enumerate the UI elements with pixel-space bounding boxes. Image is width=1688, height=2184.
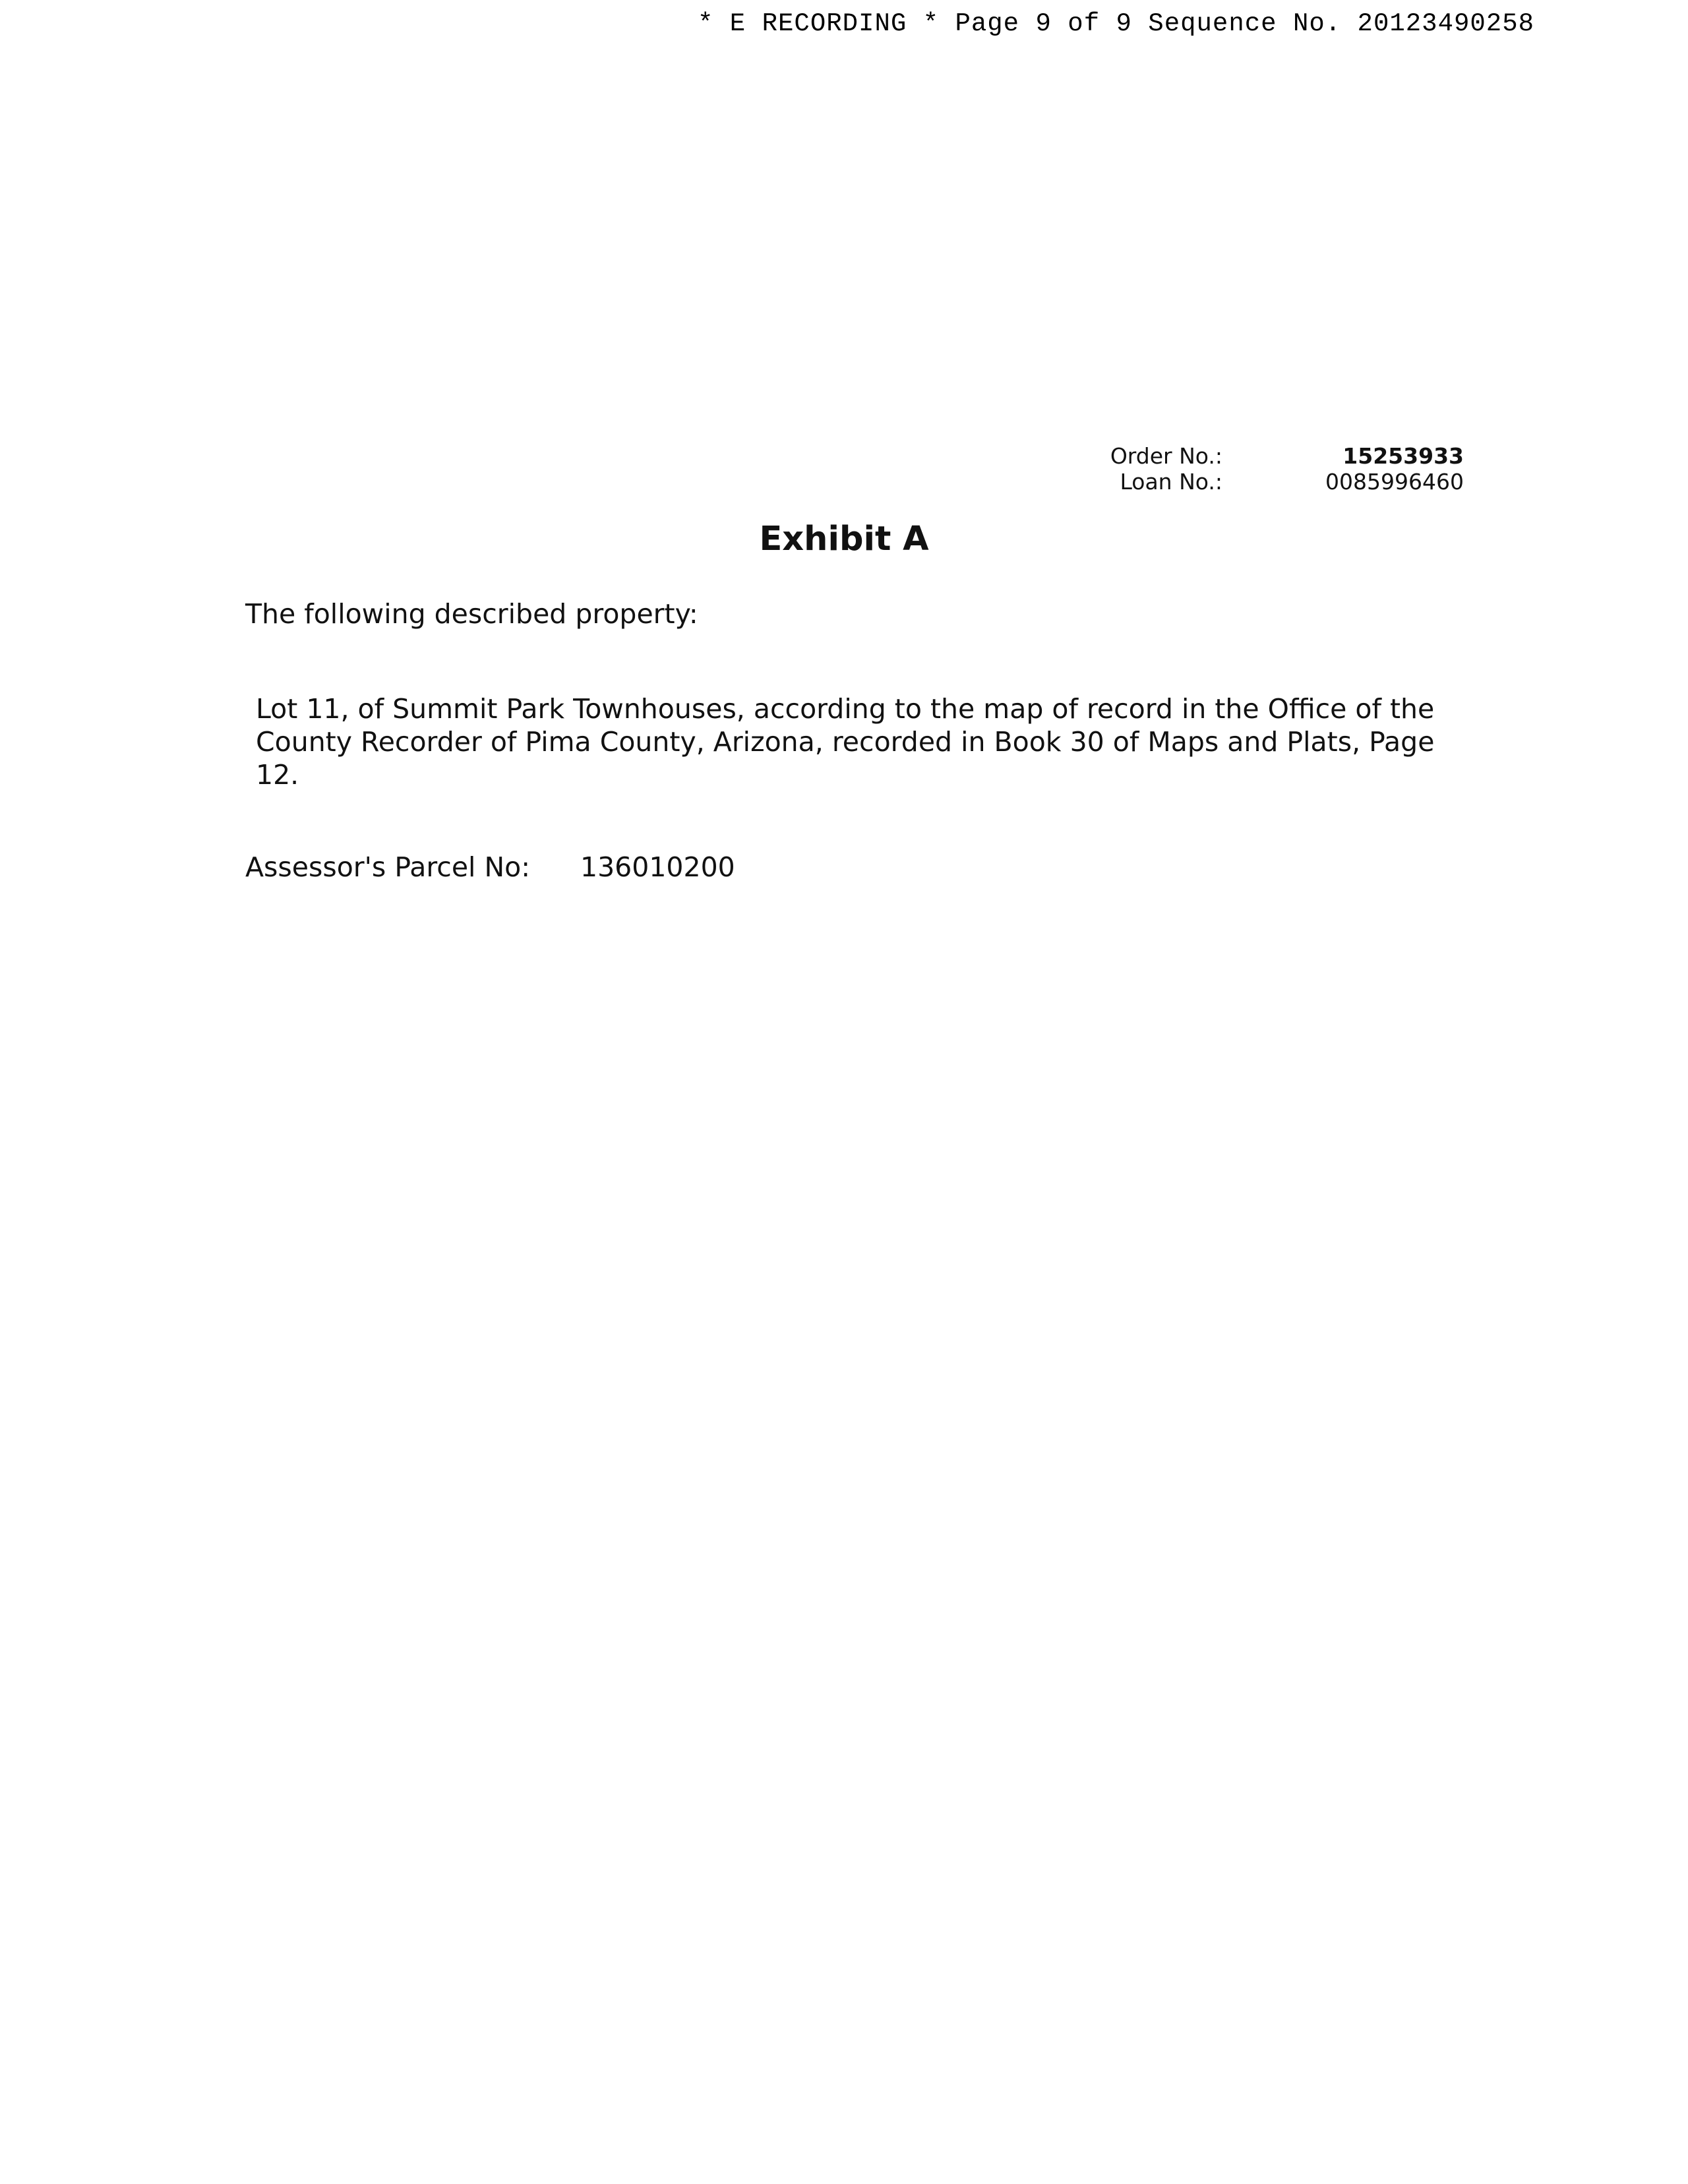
legal-description: Lot 11, of Summit Park Townhouses, according to the map of record in the Office of the County Recorder of Pima County, Arizona, recorded in Book 30 of Maps and Plats, Page 12. [256,693,1435,791]
parcel-number-value: 136010200 [580,851,735,883]
loan-number-label: Loan No.: [1120,469,1222,495]
parcel-number-label: Assessor's Parcel No: [245,851,531,883]
order-number-row [1029,443,1464,469]
loan-number-value: 0085996460 [1325,469,1464,495]
recording-stamp: * E RECORDING * Page 9 of 9 Sequence No. 20123490258 [698,9,1534,38]
order-number-value: 15253933 [1342,443,1464,469]
loan-number-row [1029,469,1464,495]
property-intro: The following described property: [245,598,698,630]
exhibit-title: Exhibit A [759,520,929,559]
order-number-label: Order No.: [1110,443,1222,469]
parcel-number-row [245,851,735,884]
reference-numbers [1029,443,1464,495]
